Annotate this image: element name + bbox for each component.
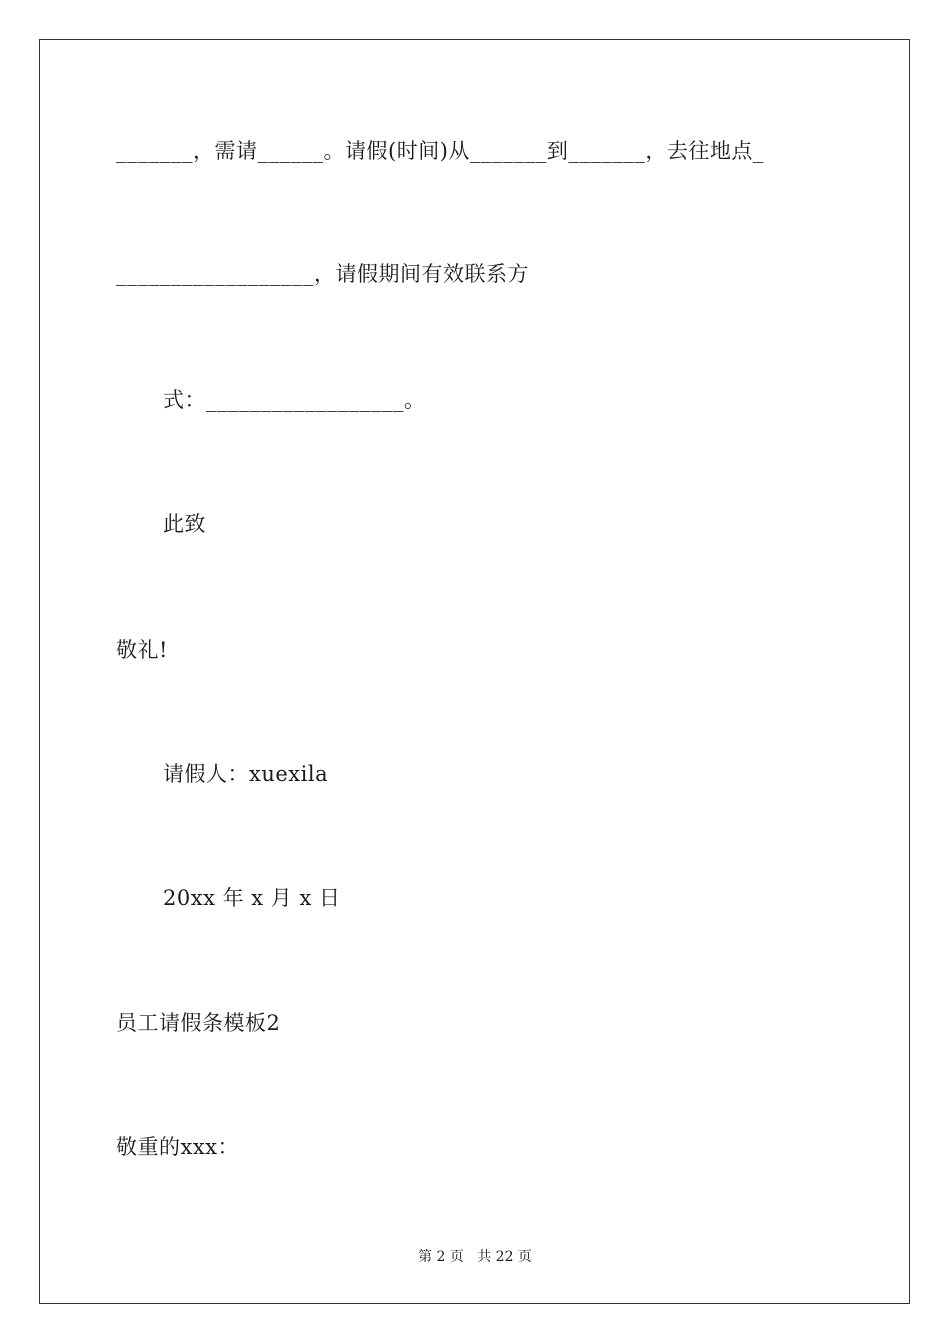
section-title: 员工请假条模板2: [116, 1011, 281, 1035]
leave-details-line: _______，需请______。请假(时间)从_______到_______，去往地点_: [116, 139, 764, 163]
closing-salutation: 此致: [163, 512, 206, 536]
applicant-signature: 请假人：xuexila: [163, 762, 329, 786]
date-line: 20xx 年 x 月 x 日: [163, 886, 341, 910]
contact-line: 式：__________________。: [163, 388, 426, 412]
closing-regards: 敬礼!: [116, 638, 168, 662]
destination-line: __________________，请假期间有效联系方: [116, 262, 529, 286]
page-frame: [39, 39, 910, 1304]
page-number-footer: 第 2 页 共 22 页: [418, 1249, 532, 1265]
greeting-line: 敬重的xxx：: [116, 1135, 240, 1159]
